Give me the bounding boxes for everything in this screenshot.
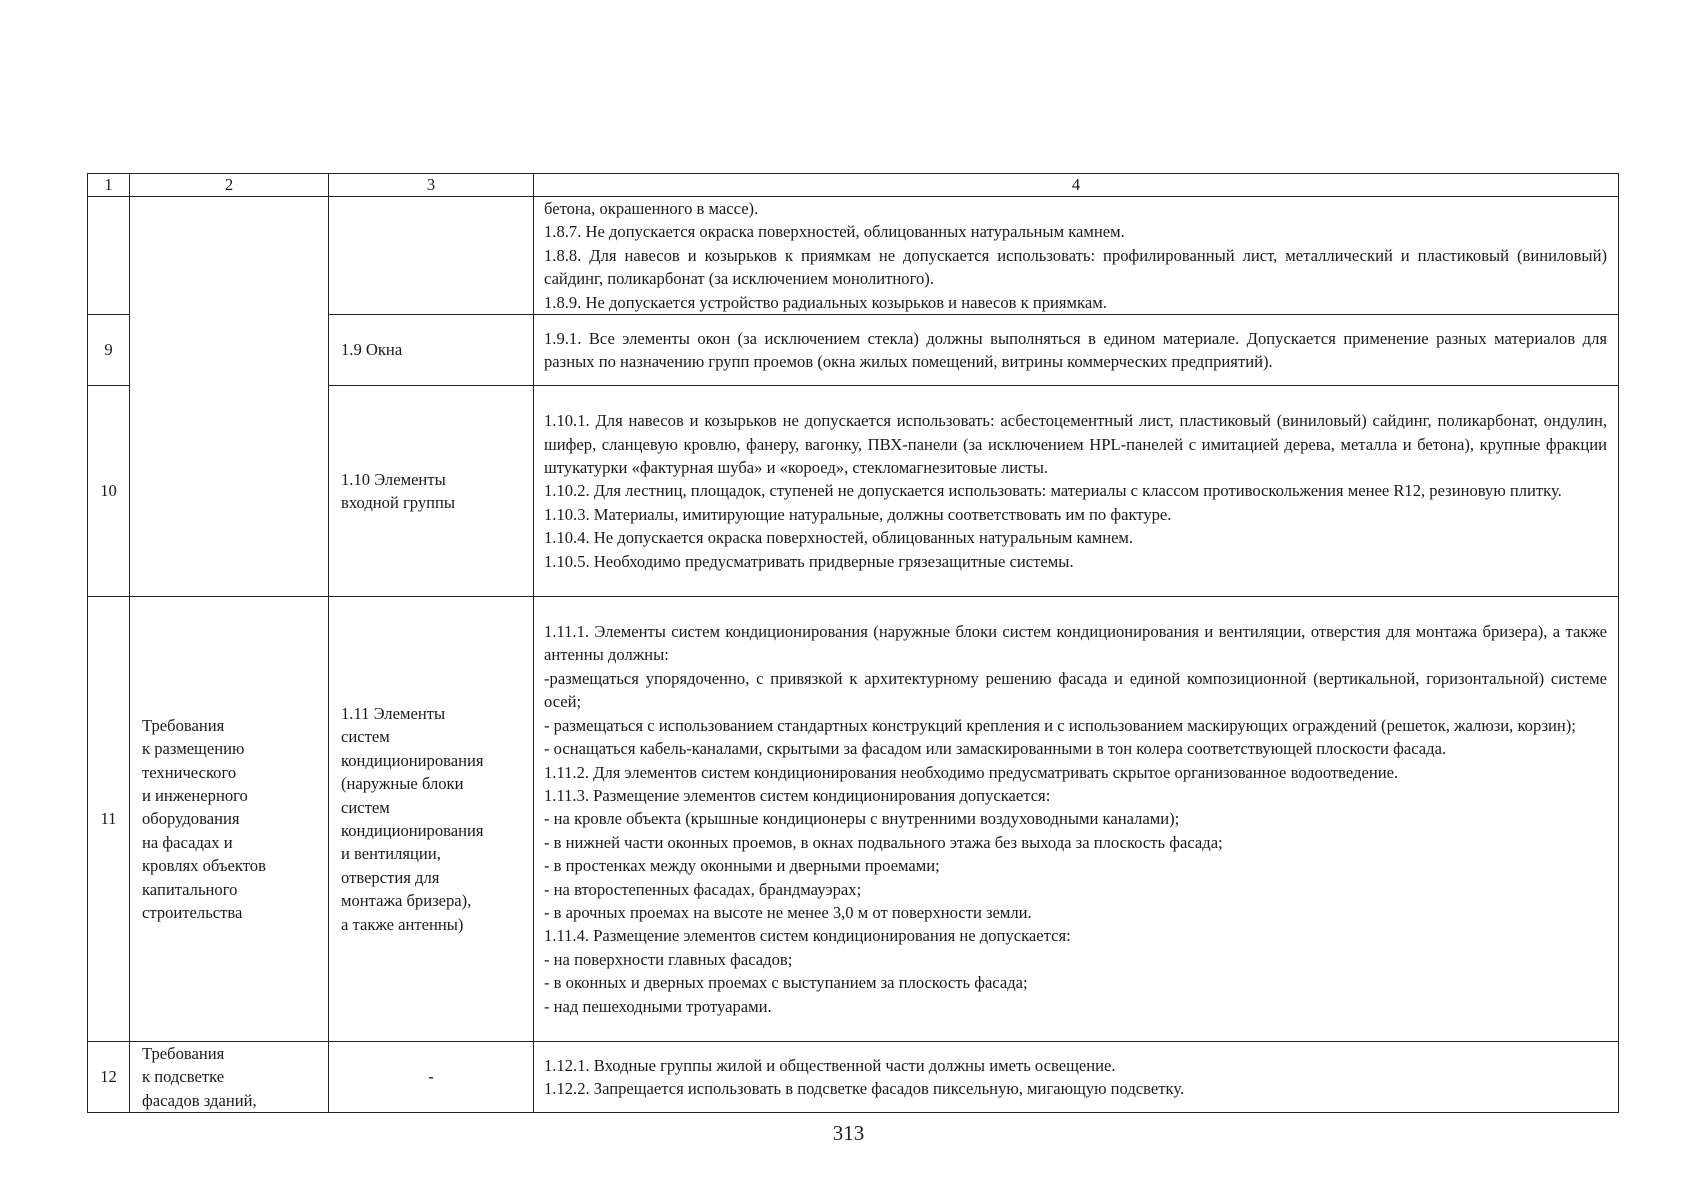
req-line: 1.10.2. Для лестниц, площадок, ступеней не допускается использовать: материалы с классом противоскольжения менее R12, резиновую плитку. xyxy=(544,481,1562,501)
row-requirements xyxy=(534,1042,1619,1113)
req-line: 1.12.2. Запрещается использовать в подсветке фасадов пиксельную, мигающую подсветку. xyxy=(544,1079,1185,1099)
element-line: 1.10 Элементы xyxy=(341,469,446,489)
req-line: 1.11.4. Размещение элементов систем кондиционирования не допускается: xyxy=(544,926,1071,946)
category-line: к размещению xyxy=(142,739,245,759)
requirements-table xyxy=(87,173,1619,1113)
category-line: строительства xyxy=(142,902,243,922)
header-col-4: 4 xyxy=(534,174,1619,197)
req-line: 1.10.5. Необходимо предусматривать придверные грязезащитные системы. xyxy=(544,551,1074,571)
req-line: -размещаться упорядоченно, с привязкой к архитектурному решению фасада и единой композиционной (вертикальной, горизонтальной) системе осей; xyxy=(544,668,1607,712)
header-col-1: 1 xyxy=(88,174,130,197)
row-category xyxy=(130,1042,329,1113)
req-line: - в арочных проемах на высоте не менее 3,0 м от поверхности земли. xyxy=(544,902,1032,922)
header-col-3: 3 xyxy=(329,174,534,197)
req-line: 1.11.3. Размещение элементов систем кондиционирования допускается: xyxy=(544,785,1051,805)
req-line: 1.10.4. Не допускается окраска поверхностей, облицованных натуральным камнем. xyxy=(544,528,1134,548)
req-line: - на кровле объекта (крышные кондиционеры с внутренними воздуховодными каналами); xyxy=(544,809,1180,829)
row-number: 10 xyxy=(88,386,130,597)
category-line: фасадов зданий, xyxy=(142,1090,257,1110)
element-line: отверстия для xyxy=(341,867,440,887)
req-line: 1.8.7. Не допускается окраска поверхностей, облицованных натуральным камнем. xyxy=(544,222,1125,242)
category-line: Требования xyxy=(142,715,225,735)
row-requirements xyxy=(534,197,1619,315)
row-number: 11 xyxy=(88,597,130,1042)
category-line: кровлях объектов xyxy=(142,856,266,876)
req-line: бетона, окрашенного в массе). xyxy=(544,199,759,218)
table-row xyxy=(88,1042,1619,1113)
category-line: и инженерного xyxy=(142,785,248,805)
req-line: - в оконных и дверных проемах с выступанием за плоскость фасада; xyxy=(544,973,1028,993)
category-line: оборудования xyxy=(142,809,240,829)
category-line: Требования xyxy=(142,1044,225,1064)
element-line: входной группы xyxy=(341,493,456,513)
req-line: - размещаться с использованием стандартных конструкций крепления и с использованием маскирующих ограждений (решеток, жалюзи, корзин); xyxy=(544,715,1576,735)
req-line: - на второстепенных фасадах, брандмауэрах; xyxy=(544,879,862,899)
req-line: - в простенках между оконными и дверными проемами; xyxy=(544,856,940,876)
req-line: 1.8.9. Не допускается устройство радиальных козырьков и навесов к приямкам. xyxy=(544,292,1107,312)
element-line: систем xyxy=(341,727,390,747)
element-line: 1.11 Элементы xyxy=(341,704,446,723)
row-category xyxy=(130,597,329,1042)
row-number: 9 xyxy=(88,315,130,386)
req-line: 1.10.1. Для навесов и козырьков не допускается использовать: асбестоцементный лист, пластиковый (виниловый) сайдинг, поликарбонат, ондулин, шифер, сланцевую кровлю, фанеру, вагонку, ПВХ-панели (за исключением HPL-панелей с имитацией дерева, металла и бетона), крупные фракции штукатурки «фактурная шуба» и «короед», стекломагнезитовые листы. xyxy=(544,411,1607,477)
element-line: а также антенны) xyxy=(341,914,464,934)
row-category xyxy=(130,197,329,597)
header-col-2: 2 xyxy=(130,174,329,197)
element-line: систем xyxy=(341,797,390,817)
row-requirements xyxy=(534,597,1619,1042)
req-line: - оснащаться кабель-каналами, скрытыми за фасадом или замаскированными в тон колера соответствующей плоскости фасада. xyxy=(544,739,1447,759)
row-requirements xyxy=(534,386,1619,597)
req-line: - в нижней части оконных проемов, в окнах подвального этажа без выхода за плоскость фасада; xyxy=(544,832,1223,852)
row-number xyxy=(88,197,130,315)
req-line: - на поверхности главных фасадов; xyxy=(544,949,793,969)
table-row xyxy=(88,197,1619,315)
row-element xyxy=(329,197,534,315)
row-element: 1.9 Окна xyxy=(329,315,534,386)
row-number: 12 xyxy=(88,1042,130,1113)
req-line: 1.12.1. Входные группы жилой и общественной части должны иметь освещение. xyxy=(544,1055,1116,1075)
page-number: 313 xyxy=(832,1121,865,1145)
category-line: на фасадах и xyxy=(142,832,233,852)
category-line: капитального xyxy=(142,879,238,899)
row-requirements xyxy=(534,315,1619,386)
req-line: 1.11.2. Для элементов систем кондиционирования необходимо предусматривать скрытое организованное водоотведение. xyxy=(544,762,1399,782)
row-element xyxy=(329,597,534,1042)
table-row xyxy=(88,597,1619,1042)
element-line: и вентиляции, xyxy=(341,844,441,864)
element-line: (наружные блоки xyxy=(341,774,464,794)
req-line: 1.10.3. Материалы, имитирующие натуральные, должны соответствовать им по фактуре. xyxy=(544,504,1172,524)
row-element: - xyxy=(329,1042,534,1113)
req-line: 1.8.8. Для навесов и козырьков к приямкам не допускается использовать: профилированный лист, металлический и пластиковый (виниловый) сайдинг, поликарбонат (за исключением монолитного). xyxy=(544,245,1607,289)
req-line: 1.9.1. Все элементы окон (за исключением стекла) должны выполняться в едином материале. Допускается применение разных материалов для разных по назначению групп проемов (окна жилых помещений, витрины коммерческих предприятий). xyxy=(544,328,1607,372)
element-line: монтажа бризера), xyxy=(341,891,472,911)
category-line: к подсветке xyxy=(142,1067,225,1087)
element-line: кондиционирования xyxy=(341,821,484,841)
header-row xyxy=(88,174,1619,197)
category-line: технического xyxy=(142,762,237,782)
req-line: 1.11.1. Элементы систем кондиционирования (наружные блоки систем кондиционирования и вентиляции, отверстия для монтажа бризера), а также антенны должны: xyxy=(544,622,1607,665)
row-element xyxy=(329,386,534,597)
req-line: - над пешеходными тротуарами. xyxy=(544,996,772,1016)
element-line: кондиционирования xyxy=(341,750,484,770)
